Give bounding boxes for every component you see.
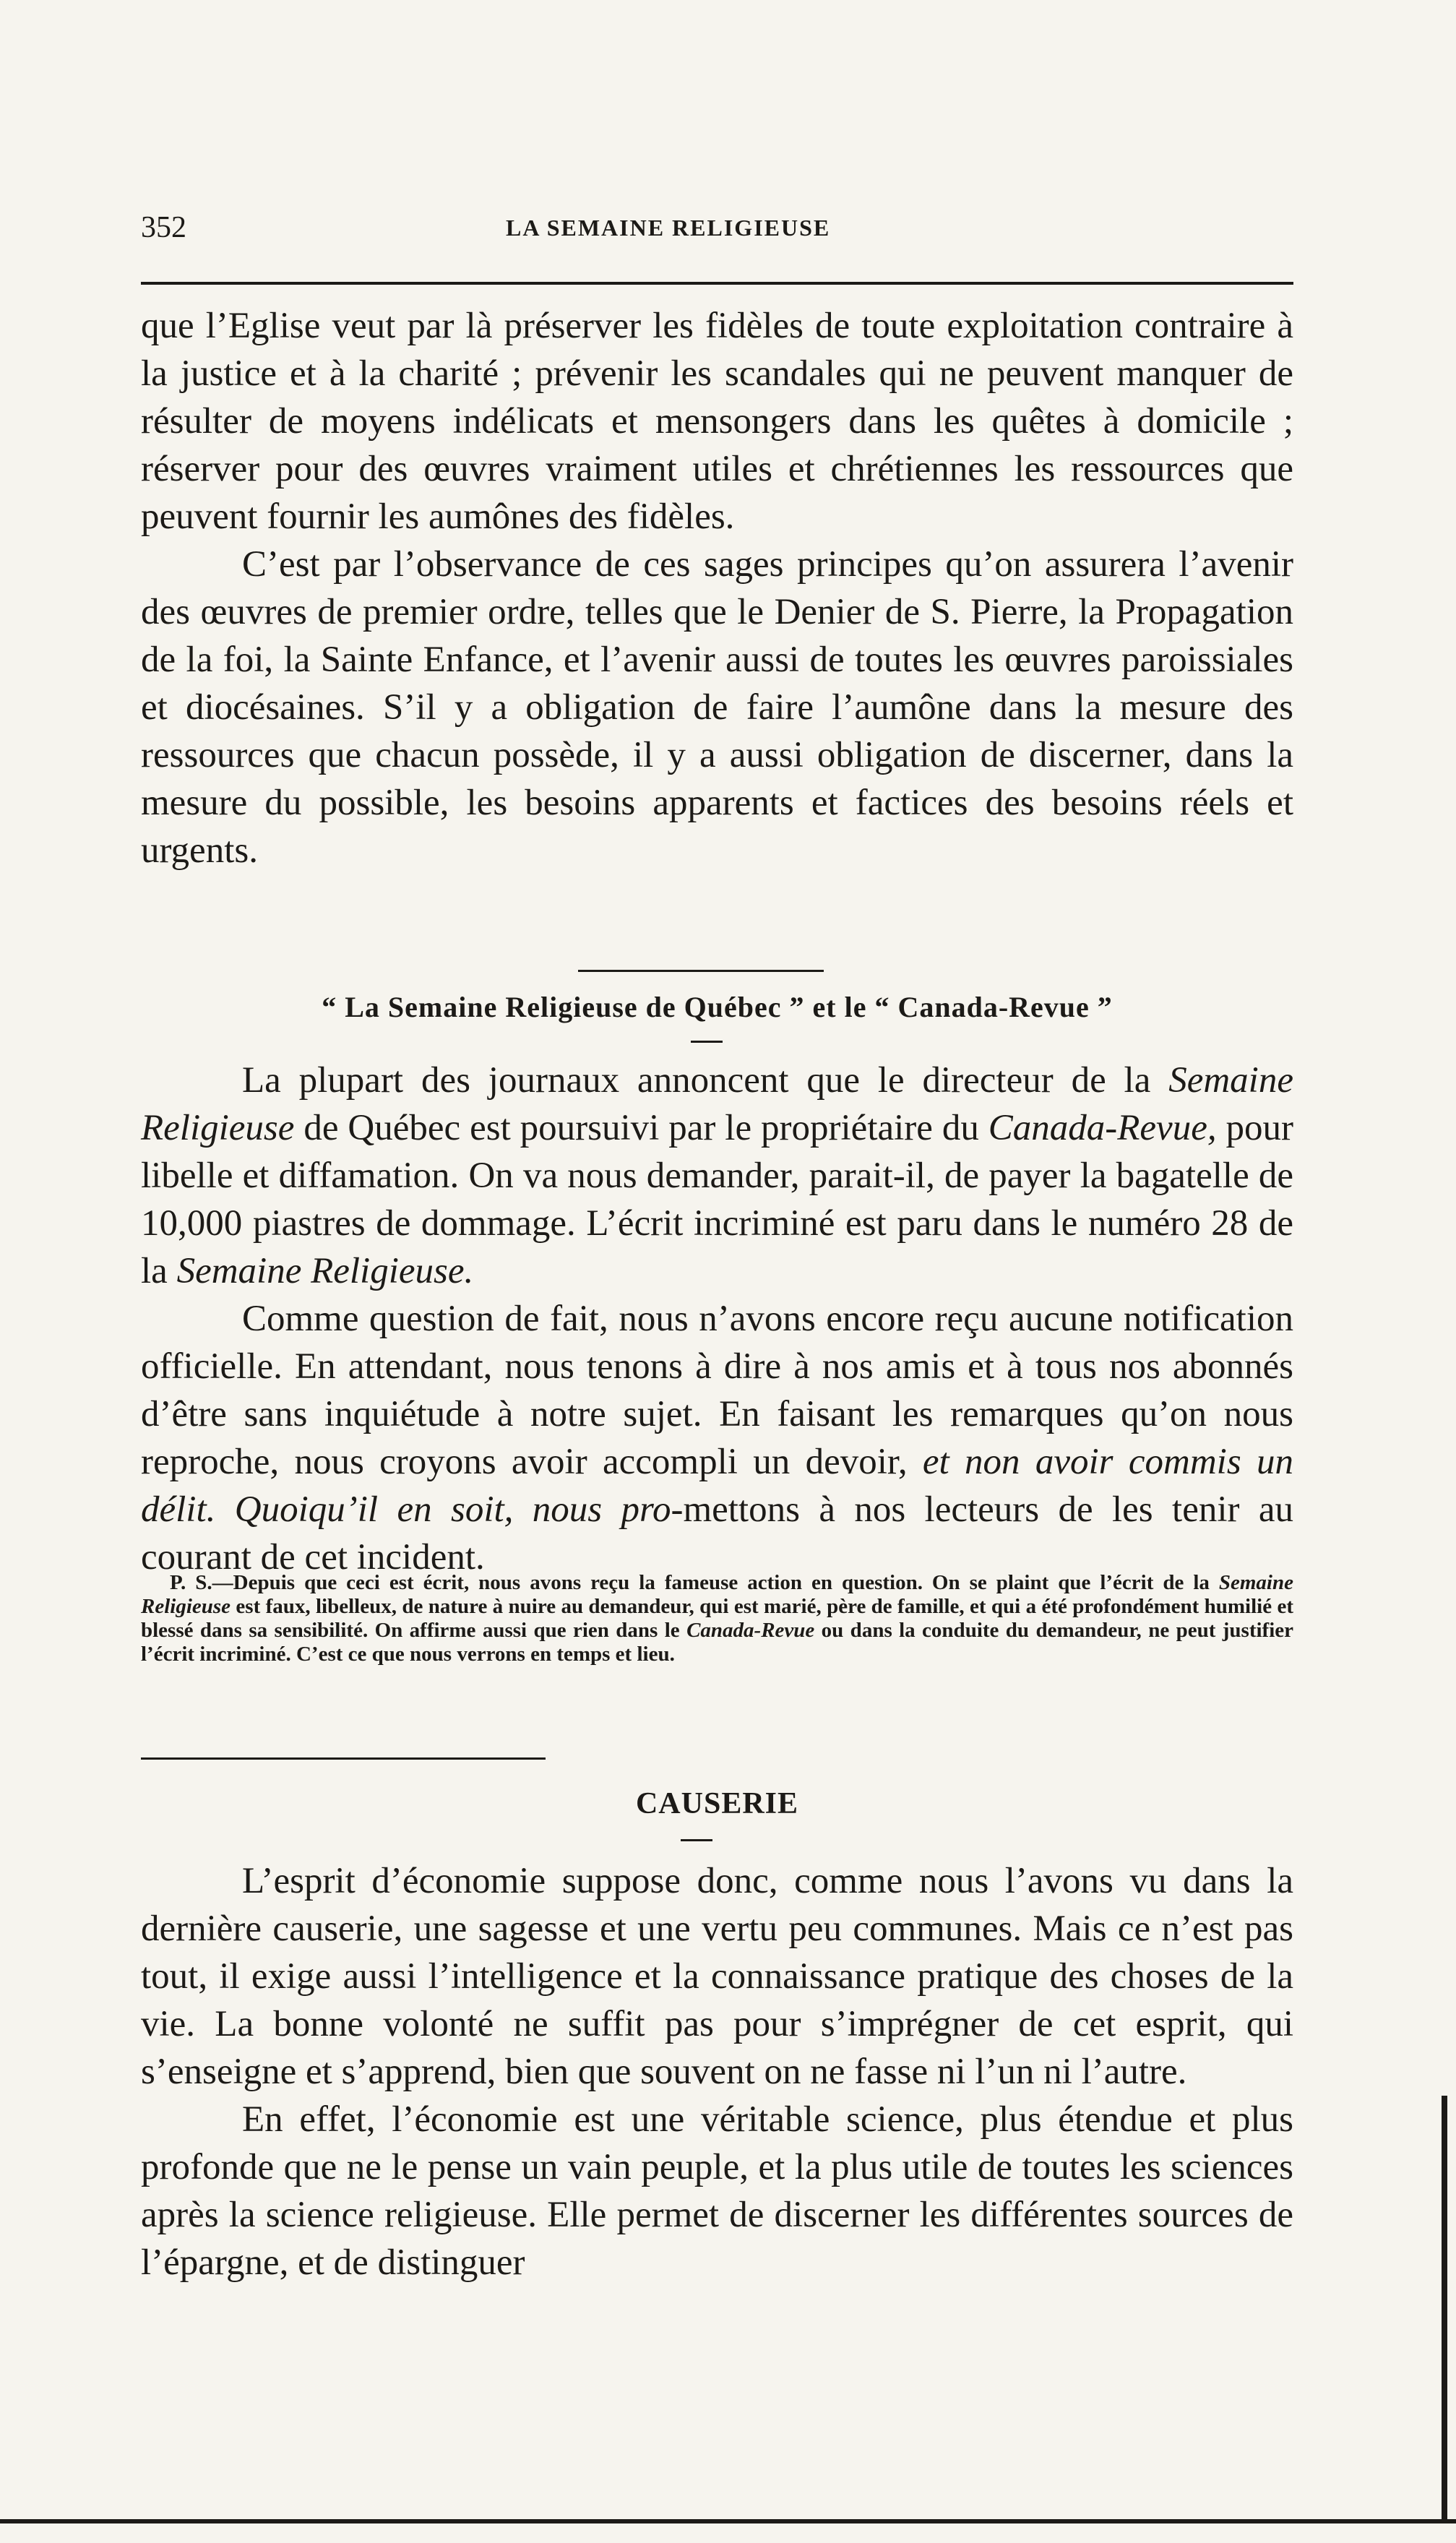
page-header <box>141 206 1232 249</box>
paragraph-esprit-economie: L’esprit d’économie suppose donc, comme nous l’avons vu dans la dernière causerie, une sagesse et une vertu peu communes. Mais ce n’est pas tout, il exige aussi l’intelligence et la connaissance pratique des choses de la vie. La bonne volonté ne suffit pas pour s’imprégner de cet esprit, qui s’enseigne et s’apprend, bien que souvent on ne fasse ni l’un ni l’autre. <box>141 1861 1293 2092</box>
paragraph-notification: Comme question de fait, nous n’avons encore reçu aucune notification officielle. En attendant, nous tenons à dire à nos amis et à tous nos abonnés d’être sans inquiétude à notre sujet. En faisant les remarques qu’on nous reproche, nous croyons avoir accompli un devoir, et non avoir commis un délit. Quoiqu’il en soit, nous pro-mettons à nos lecteurs de les tenir au courant de cet incident. <box>141 1299 1293 1578</box>
section-title-causerie: CAUSERIE <box>635 1787 799 1820</box>
section-causerie-text <box>141 1857 1293 2286</box>
postscript-note: P. S.—Depuis que ceci est écrit, nous avons reçu la fameuse action en question. On se plaint que l’écrit de la Semaine Religieuse est faux, libelleux, de nature à nuire au demandeur, qui est marié, père de famille, et qui a été profondément humilié et blessé dans sa sensibilité. On affirme aussi que rien dans le Canada-Revue ou dans la conduite du demandeur, ne peut justifier l’écrit incriminé. C’est ce que nous verrons en temps et lieu. <box>141 1571 1294 1666</box>
page-number: 352 <box>141 211 186 244</box>
postscript-rule <box>141 1757 546 1760</box>
title-dash <box>691 1041 723 1043</box>
paragraph-observance: C’est par l’observance de ces sages principes qu’on assurera l’avenir des œuvres de premier ordre, telles que le Denier de S. Pierre, la Propagation de la foi, la Sainte Enfance, et l’avenir aussi de toutes les œuvres paroissiales et diocésaines. S’il y a obligation de faire l’aumône dans la mesure des ressources que chacun possède, il y a aussi obligation de discerner, dans la mesure du possible, les besoins apparents et factices des besoins réels et urgents. <box>141 544 1293 871</box>
section-divider <box>578 970 824 972</box>
paragraph-continued: que l’Eglise veut par là préserver les fidèles de toute exploitation contraire à la justice et à la charité ; prévenir les scandales qui ne peuvent manquer de résulter de moyens indélicats et mensongers dans les quêtes à domicile ; réserver pour des œuvres vraiment utiles et chrétiennes les ressources que peuvent fournir les aumônes des fidèles. <box>141 306 1293 537</box>
section-title-semaine-canada: “ La Semaine Religieuse de Québec ” et le “ Canada-Revue ” <box>322 991 1113 1023</box>
causerie-dash <box>681 1839 712 1841</box>
opening-text <box>141 302 1293 874</box>
paragraph-lawsuit: La plupart des journaux annoncent que le directeur de la Semaine Religieuse de Québec est poursuivi par le propriétaire du Canada-Revue, pour libelle et diffamation. On va nous demander, parait-il, de payer la bagatelle de 10,000 piastres de dommage. L’écrit incriminé est paru dans le numéro 28 de la Semaine Religieuse. <box>141 1060 1293 1291</box>
page-edge-line <box>1442 2096 1447 2522</box>
header-rule <box>141 282 1293 285</box>
running-title: LA SEMAINE RELIGIEUSE <box>506 215 831 241</box>
paragraph-economie-science: En effet, l’économie est une véritable science, plus étendue et plus profonde que ne le pense un vain peuple, et la plus utile de toutes les sciences après la science religieuse. Elle permet de discerner les différentes sources de l’épargne, et de distinguer <box>141 2099 1293 2283</box>
page-bottom-rule <box>0 2519 1456 2523</box>
section-semaine-text <box>141 1057 1293 1581</box>
